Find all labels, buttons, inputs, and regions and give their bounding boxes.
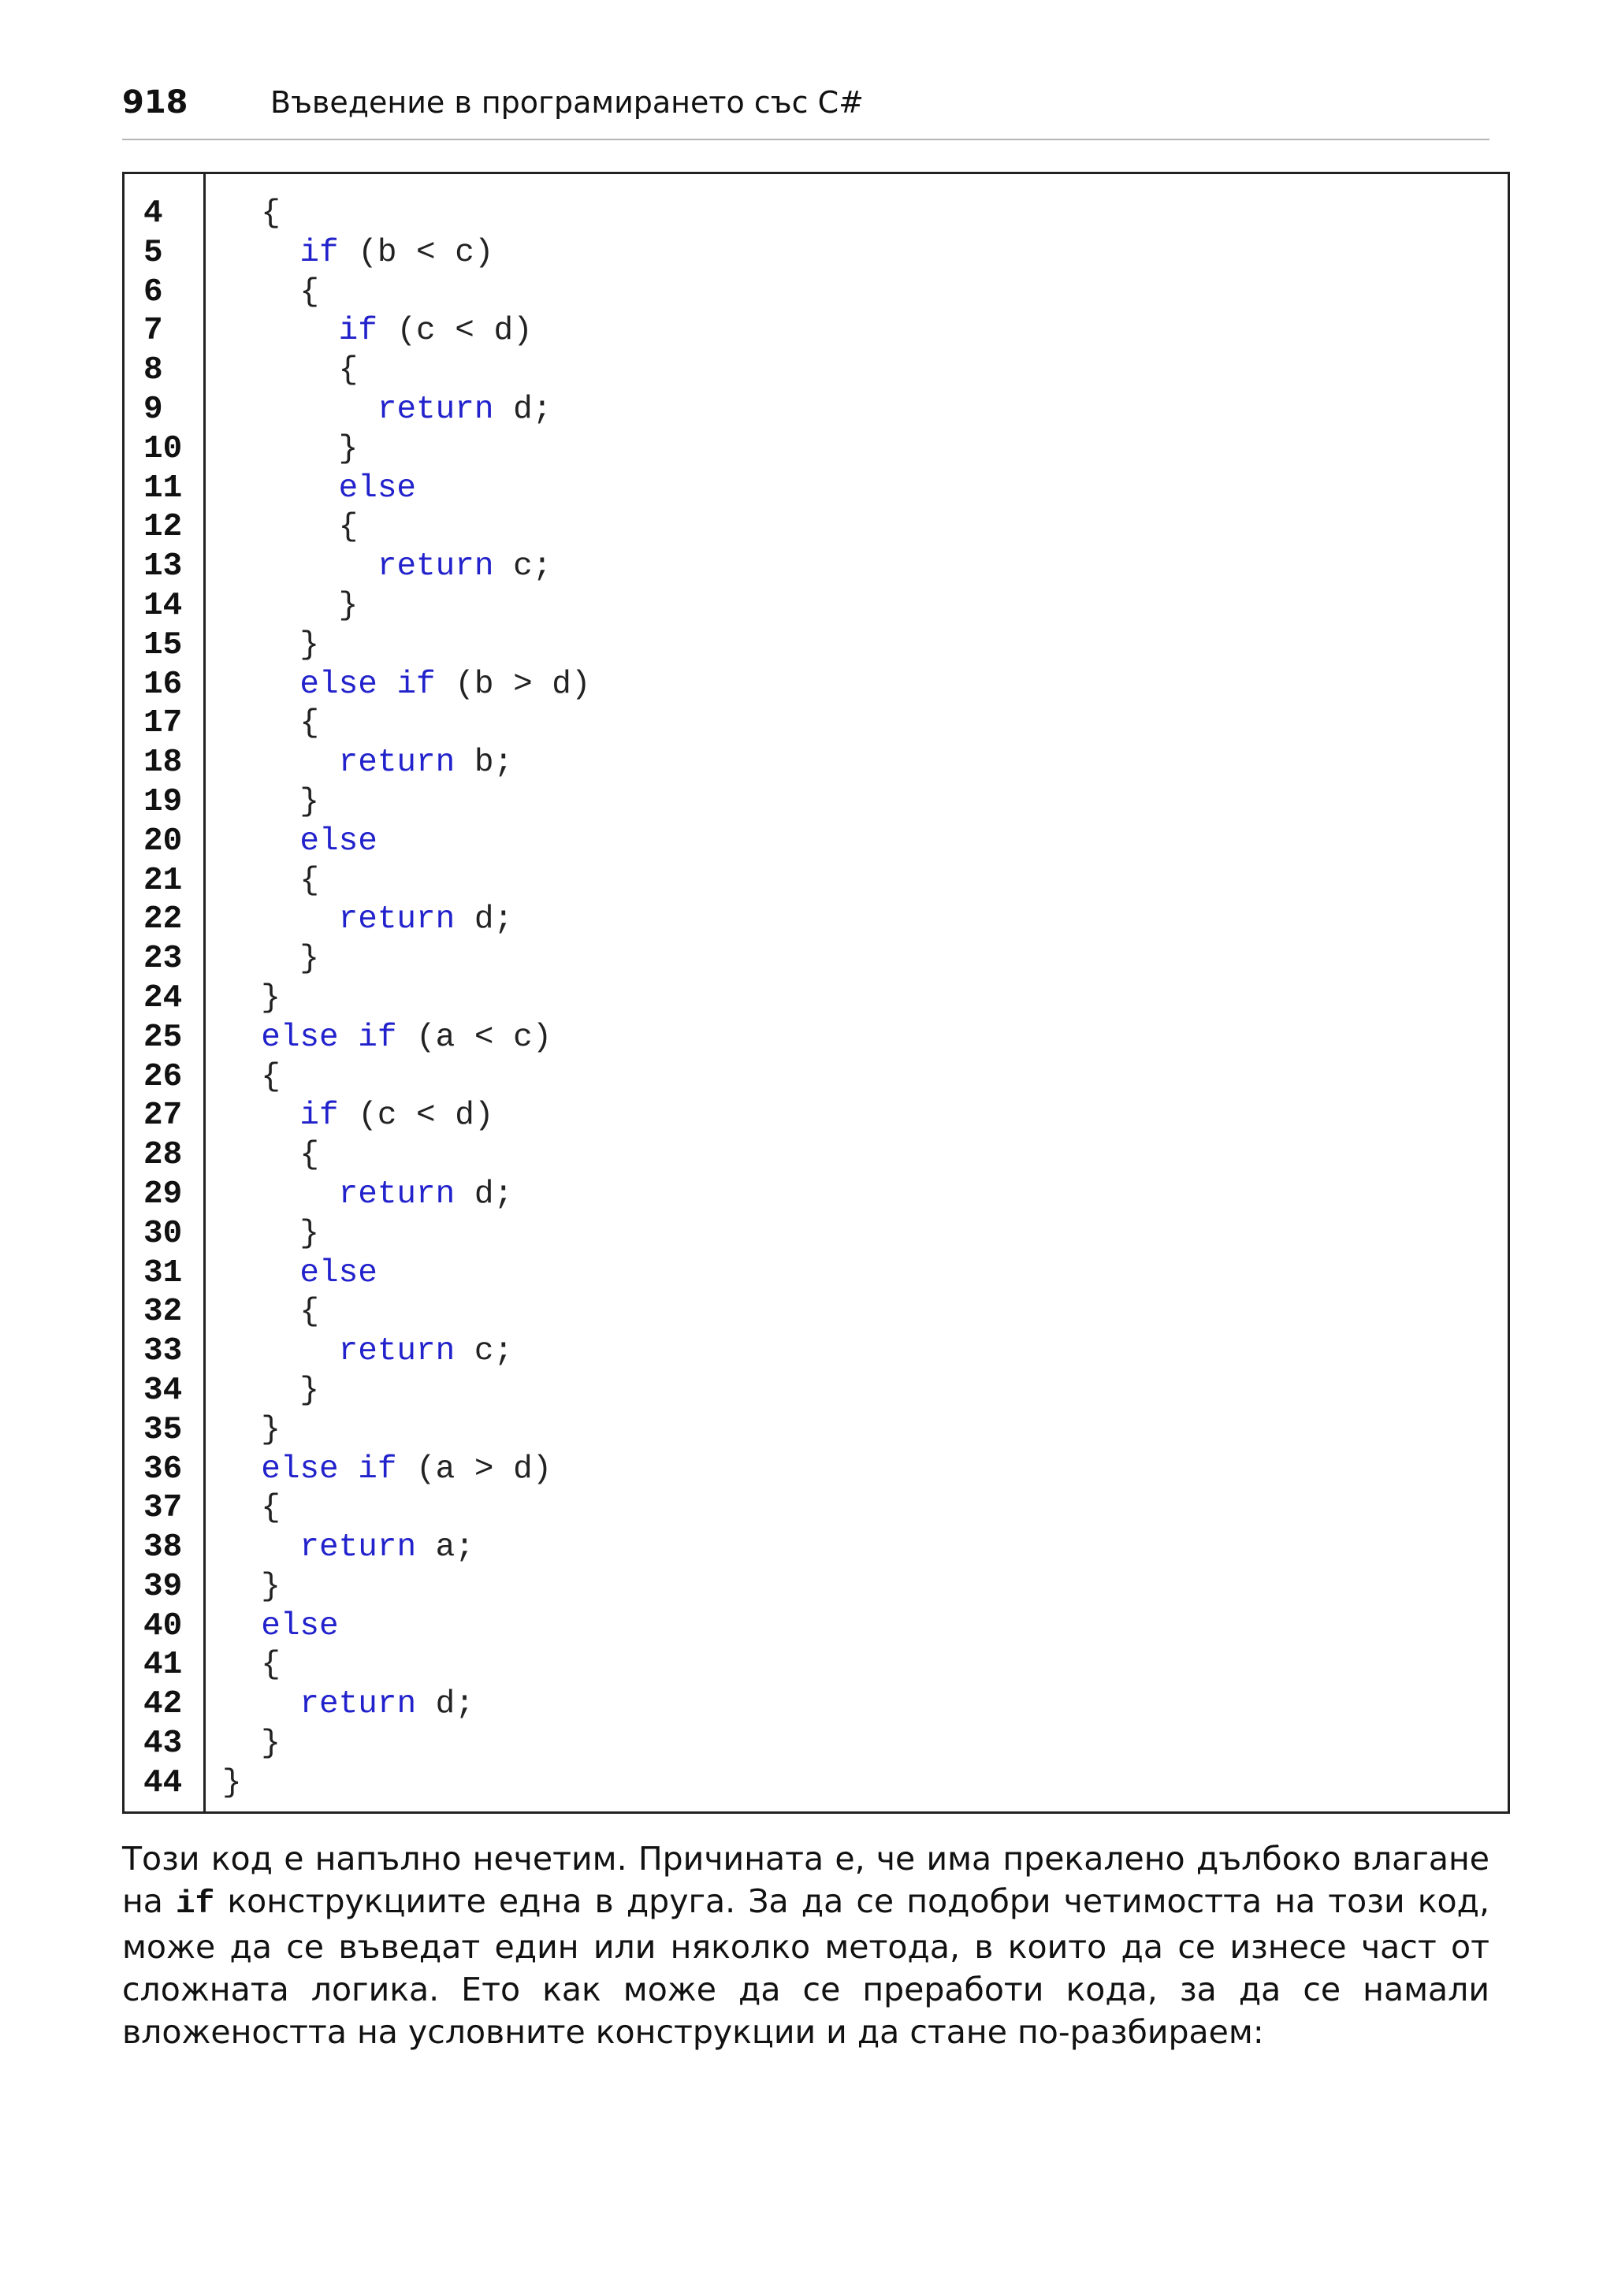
code-text: }: [261, 1568, 281, 1605]
line-number: 11: [143, 470, 183, 507]
paragraph-text-end: конструкциите една в друга. За да се подобри четимостта на този код, може да се въведат един или няколко метода, в които да се изнесе част от сложната логика. Ето как може да се преработи кода, за да се намали вложеността на условните конструкции и да стане по-разбираем:: [122, 1882, 1489, 2051]
code-line: [125, 1725, 1508, 1764]
line-number: 38: [143, 1529, 183, 1566]
code-text: d;: [455, 901, 514, 938]
line-indent: [222, 1490, 261, 1526]
line-indent: [222, 627, 299, 663]
code-keyword: else: [299, 823, 377, 860]
line-code: [222, 704, 319, 744]
code-line: [125, 1646, 1508, 1685]
code-text: }: [338, 430, 359, 467]
line-code: [222, 1097, 493, 1136]
body-paragraph: [122, 1837, 1489, 2053]
code-line: [125, 1451, 1508, 1490]
line-code: [222, 1332, 513, 1372]
code-text: {: [299, 862, 320, 899]
code-line: [125, 1607, 1508, 1647]
code-keyword: else if: [261, 1451, 397, 1488]
line-code: [222, 1646, 281, 1685]
line-code: [222, 901, 513, 940]
code-keyword: else: [261, 1607, 339, 1644]
line-number: 34: [143, 1372, 183, 1409]
line-number: 18: [143, 745, 183, 782]
code-line: [125, 470, 1508, 509]
code-line: [125, 704, 1508, 744]
line-indent: [222, 941, 299, 977]
line-indent: [222, 1059, 261, 1095]
line-number: 13: [143, 548, 183, 585]
code-line: [125, 1764, 1508, 1804]
code-text: {: [299, 273, 320, 310]
code-line: [125, 862, 1508, 901]
line-number: 30: [143, 1215, 183, 1252]
code-keyword: else: [299, 1254, 377, 1291]
line-number: 27: [143, 1098, 183, 1135]
code-keyword: else if: [261, 1019, 397, 1056]
line-indent: [222, 784, 299, 820]
line-indent: [222, 1333, 339, 1369]
code-line: [125, 587, 1508, 626]
line-code: [222, 1293, 319, 1332]
line-number: 24: [143, 979, 183, 1016]
line-indent: [222, 1294, 299, 1330]
line-indent: [222, 588, 339, 624]
code-line: [125, 1136, 1508, 1176]
inline-code-if: if: [176, 1886, 215, 1923]
code-text: {: [338, 352, 359, 389]
code-text: c;: [455, 1333, 514, 1370]
code-line: [125, 430, 1508, 470]
code-text: {: [299, 1137, 320, 1174]
line-number: 23: [143, 941, 183, 978]
line-indent: [222, 1569, 261, 1605]
code-text: {: [299, 1294, 320, 1331]
line-code: [222, 273, 319, 313]
code-line: [125, 783, 1508, 823]
line-code: [222, 1764, 242, 1804]
line-indent: [222, 1176, 339, 1213]
header-divider: [122, 139, 1489, 140]
code-line: [125, 1019, 1508, 1058]
line-number: 36: [143, 1451, 183, 1488]
code-line: [125, 1215, 1508, 1254]
line-indent: [222, 745, 339, 781]
line-indent: [222, 352, 339, 388]
line-number: 40: [143, 1607, 183, 1644]
code-text: (a < c): [396, 1019, 552, 1056]
line-indent: [222, 667, 299, 703]
line-number: 32: [143, 1294, 183, 1331]
line-indent: [222, 1098, 299, 1134]
code-text: {: [261, 1058, 281, 1095]
line-number: 42: [143, 1686, 183, 1723]
line-indent: [222, 1216, 299, 1252]
code-line: [125, 1489, 1508, 1529]
line-indent: [222, 274, 299, 310]
line-code: [222, 1451, 552, 1490]
code-text: (c < d): [377, 313, 533, 350]
line-indent: [222, 313, 339, 349]
code-line: [125, 1529, 1508, 1568]
line-code: [222, 391, 552, 430]
line-number: 20: [143, 823, 183, 860]
code-line: [125, 1058, 1508, 1098]
page-number: 918: [122, 84, 188, 121]
code-line: [125, 1097, 1508, 1136]
line-code: [222, 1058, 281, 1098]
code-line: [125, 979, 1508, 1019]
line-number: 33: [143, 1333, 183, 1370]
line-indent: [222, 901, 339, 938]
line-indent: [222, 431, 339, 467]
code-text: (c < d): [338, 1098, 494, 1135]
line-number: 26: [143, 1058, 183, 1095]
code-keyword: else: [338, 470, 417, 507]
line-code: [222, 940, 319, 979]
line-code: [222, 1685, 474, 1725]
line-number: 4: [143, 195, 163, 232]
code-text: d;: [493, 391, 552, 428]
line-code: [222, 587, 358, 626]
code-text: }: [299, 941, 320, 978]
line-number: 41: [143, 1647, 183, 1684]
line-code: [222, 979, 281, 1019]
code-text: c;: [493, 548, 552, 585]
line-indent: [222, 392, 377, 428]
line-number: 8: [143, 352, 163, 389]
code-text: b;: [455, 745, 514, 782]
line-indent: [222, 823, 299, 860]
code-text: {: [261, 1490, 281, 1527]
line-indent: [222, 1686, 299, 1722]
line-number: 15: [143, 626, 183, 663]
line-code: [222, 470, 416, 509]
code-text: }: [261, 1726, 281, 1763]
code-keyword: if: [338, 313, 377, 350]
line-code: [222, 1254, 377, 1294]
line-code: [222, 351, 358, 391]
code-line: [125, 626, 1508, 666]
code-line: [125, 351, 1508, 391]
code-text: }: [261, 1411, 281, 1448]
line-indent: [222, 195, 261, 232]
code-line: [125, 273, 1508, 313]
code-line: [125, 195, 1508, 234]
code-line: [125, 1568, 1508, 1607]
line-indent: [222, 1373, 299, 1409]
code-lines: [125, 195, 1508, 1804]
code-keyword: if: [299, 234, 339, 271]
line-code: [222, 430, 358, 470]
code-text: }: [222, 1764, 242, 1801]
page-header: [122, 79, 1489, 126]
line-code: [222, 1176, 513, 1215]
line-number: 25: [143, 1019, 183, 1056]
code-keyword: return: [299, 1686, 417, 1723]
paragraph-text-start: Този код е напълно нечетим. Причината е, че има прекалено дълбоко влагане на: [122, 1840, 1489, 1920]
code-line: [125, 1254, 1508, 1294]
code-keyword: return: [299, 1529, 417, 1566]
line-code: [222, 1529, 474, 1568]
code-line: [125, 901, 1508, 940]
code-text: }: [299, 626, 320, 663]
code-line: [125, 1372, 1508, 1411]
line-indent: [222, 863, 299, 899]
line-number: 31: [143, 1254, 183, 1291]
line-code: [222, 744, 513, 783]
line-code: [222, 548, 552, 587]
code-listing: [122, 172, 1510, 1814]
line-code: [222, 823, 377, 862]
line-code: [222, 783, 319, 823]
code-text: {: [261, 195, 281, 232]
line-code: [222, 508, 358, 548]
line-number: 12: [143, 509, 183, 546]
line-indent: [222, 509, 339, 545]
line-code: [222, 1489, 281, 1529]
line-code: [222, 312, 533, 351]
code-line: [125, 666, 1508, 705]
code-text: (b > d): [435, 666, 591, 703]
code-text: a;: [416, 1529, 474, 1566]
line-number: 22: [143, 901, 183, 938]
line-number: 14: [143, 587, 183, 624]
line-indent: [222, 470, 339, 507]
line-code: [222, 1607, 339, 1647]
line-code: [222, 1372, 319, 1411]
code-text: d;: [455, 1176, 514, 1213]
code-text: }: [261, 979, 281, 1016]
line-indent: [222, 1255, 299, 1291]
line-number: 5: [143, 234, 163, 271]
line-indent: [222, 1647, 261, 1683]
code-text: }: [299, 1215, 320, 1252]
line-indent: [222, 1726, 261, 1762]
line-number: 28: [143, 1137, 183, 1174]
code-line: [125, 234, 1508, 273]
code-keyword: return: [338, 1333, 456, 1370]
code-line: [125, 1332, 1508, 1372]
line-indent: [222, 235, 299, 271]
line-number: 37: [143, 1490, 183, 1527]
line-number: 35: [143, 1411, 183, 1448]
code-line: [125, 312, 1508, 351]
line-indent: [222, 980, 261, 1016]
code-text: }: [299, 1372, 320, 1409]
code-text: (b < c): [338, 234, 494, 271]
code-line: [125, 1293, 1508, 1332]
line-indent: [222, 1137, 299, 1173]
line-code: [222, 666, 591, 705]
line-indent: [222, 1529, 299, 1566]
line-code: [222, 234, 493, 273]
code-keyword: return: [338, 745, 456, 782]
code-text: }: [299, 783, 320, 820]
line-indent: [222, 1451, 261, 1488]
line-code: [222, 626, 319, 666]
line-number: 16: [143, 666, 183, 703]
code-text: {: [261, 1647, 281, 1684]
book-title: Въведение в програмирането със C#: [270, 85, 864, 120]
line-number: 44: [143, 1764, 183, 1801]
code-line: [125, 1176, 1508, 1215]
code-text: }: [338, 587, 359, 624]
line-code: [222, 1725, 281, 1764]
line-number: 43: [143, 1726, 183, 1763]
code-line: [125, 548, 1508, 587]
code-line: [125, 508, 1508, 548]
line-number: 29: [143, 1176, 183, 1213]
line-number: 7: [143, 313, 163, 350]
code-text: (a > d): [396, 1451, 552, 1488]
code-keyword: return: [338, 901, 456, 938]
code-keyword: return: [338, 1176, 456, 1213]
code-keyword: return: [377, 548, 494, 585]
line-code: [222, 1019, 552, 1058]
line-number: 21: [143, 862, 183, 899]
line-indent: [222, 1412, 261, 1448]
code-line: [125, 1685, 1508, 1725]
line-number: 19: [143, 783, 183, 820]
line-indent: [222, 705, 299, 741]
line-number: 10: [143, 430, 183, 467]
line-code: [222, 1568, 281, 1607]
line-indent: [222, 1608, 261, 1644]
line-code: [222, 1215, 319, 1254]
line-number: 39: [143, 1568, 183, 1605]
code-text: {: [299, 705, 320, 742]
line-code: [222, 1411, 281, 1451]
code-line: [125, 391, 1508, 430]
line-number: 9: [143, 391, 163, 428]
code-line: [125, 744, 1508, 783]
code-keyword: else if: [299, 666, 436, 703]
code-keyword: if: [299, 1098, 339, 1135]
line-indent: [222, 548, 377, 585]
line-number: 17: [143, 705, 183, 742]
line-indent: [222, 1020, 261, 1056]
code-text: d;: [416, 1686, 474, 1723]
code-line: [125, 940, 1508, 979]
line-code: [222, 862, 319, 901]
code-line: [125, 1411, 1508, 1451]
code-keyword: return: [377, 391, 494, 428]
line-code: [222, 195, 281, 234]
code-text: {: [338, 509, 359, 546]
line-number: 6: [143, 273, 163, 310]
line-code: [222, 1136, 319, 1176]
code-line: [125, 823, 1508, 862]
